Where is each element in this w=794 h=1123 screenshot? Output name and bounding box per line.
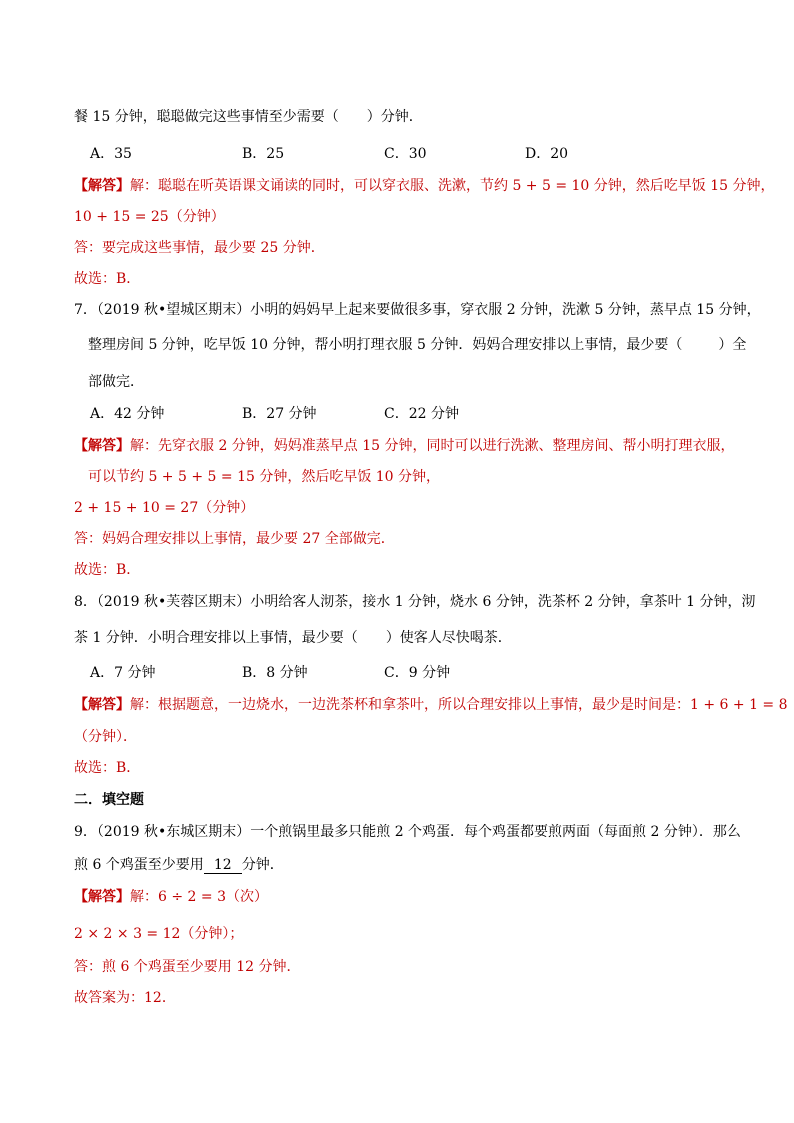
- q8-stem-line2: 茶 1 分钟．小明合理安排以上事情，最少要（ ）使客人尽快喝茶．: [74, 630, 512, 646]
- q7-stem-line1: 7．（2019 秋•望城区期末）小明的妈妈早上起来要做很多事，穿衣服 2 分钟，洗漱 5 分钟，蒸早点 15 分钟，: [74, 302, 761, 318]
- q8-choice: 故选：B．: [74, 760, 141, 776]
- answer-tag: 【解答】: [74, 889, 130, 905]
- q6-answer-calc: 10 + 15 = 25（分钟）: [74, 209, 225, 225]
- q6-option-a: A．35: [90, 146, 132, 162]
- answer-tag: 【解答】: [74, 438, 130, 454]
- q6-option-c: C．30: [384, 146, 427, 162]
- q7-option-a: A．42 分钟: [90, 406, 165, 422]
- q8-stem-line1: 8．（2019 秋•芙蓉区期末）小明给客人沏茶，接水 1 分钟，烧水 6 分钟，洗茶杯 2 分钟，拿茶叶 1 分钟，沏: [74, 594, 756, 610]
- q9-choice: 故答案为：12．: [74, 990, 176, 1006]
- q7-answer: 【解答】解：先穿衣服 2 分钟，妈妈准蒸早点 15 分钟，同时可以进行洗漱、整理房间、帮小明打理衣服，: [74, 438, 735, 454]
- q7-option-c: C．22 分钟: [384, 406, 459, 422]
- q6-option-d: D．20: [525, 146, 569, 162]
- q6-answer: 【解答】解：聪聪在听英语课文诵读的同时，可以穿衣服、洗漱，节约 5 + 5 = 10 分钟，然后吃早饭 15 分钟，: [74, 178, 775, 194]
- q6-stem: 餐 15 分钟，聪聪做完这些事情至少需要（ ）分钟．: [74, 109, 423, 125]
- q7-option-b: B．27 分钟: [242, 406, 317, 422]
- q6-option-b: B．25: [242, 146, 285, 162]
- q8-answer-line2: （分钟）．: [74, 729, 137, 745]
- q7-answer-conclusion: 答：妈妈合理安排以上事情，最少要 27 全部做完．: [74, 531, 395, 547]
- q9-answer: 【解答】解：6 ÷ 2 = 3（次）: [74, 889, 268, 905]
- q7-stem-line2: 整理房间 5 分钟，吃早饭 10 分钟，帮小明打理衣服 5 分钟．妈妈合理安排以上事情，最少要（ ）全: [88, 337, 747, 353]
- q9-stem-line1: 9．（2019 秋•东城区期末）一个煎锅里最多只能煎 2 个鸡蛋．每个鸡蛋都要煎两面（每面煎 2 分钟）．那么: [74, 824, 741, 840]
- q6-choice: 故选：B．: [74, 271, 141, 287]
- q6-answer-conclusion: 答：要完成这些事情，最少要 25 分钟．: [74, 240, 325, 256]
- q8-option-a: A．7 分钟: [90, 665, 156, 681]
- q8-option-c: C．9 分钟: [384, 665, 451, 681]
- section-title: 二．填空题: [74, 792, 144, 808]
- q8-option-b: B．8 分钟: [242, 665, 308, 681]
- q7-stem-line3: 部做完．: [88, 374, 144, 390]
- q7-answer-line2: 可以节约 5 + 5 + 5 = 15 分钟，然后吃早饭 10 分钟，: [88, 469, 441, 485]
- answer-tag: 【解答】: [74, 697, 130, 713]
- q9-stem-line2: 煎 6 个鸡蛋至少要用 12 分钟．: [74, 857, 284, 873]
- q9-answer-calc: 2 × 2 × 3 = 12（分钟）；: [74, 926, 244, 942]
- q9-answer-conclusion: 答：煎 6 个鸡蛋至少要用 12 分钟．: [74, 959, 301, 975]
- q8-answer: 【解答】解：根据题意，一边烧水，一边洗茶杯和拿茶叶，所以合理安排以上事情，最少是时间是：1 + 6 + 1 = 8: [74, 697, 788, 713]
- answer-blank: 12: [204, 857, 242, 874]
- answer-tag: 【解答】: [74, 178, 130, 194]
- q7-answer-calc: 2 + 15 + 10 = 27（分钟）: [74, 500, 255, 516]
- q7-choice: 故选：B．: [74, 562, 141, 578]
